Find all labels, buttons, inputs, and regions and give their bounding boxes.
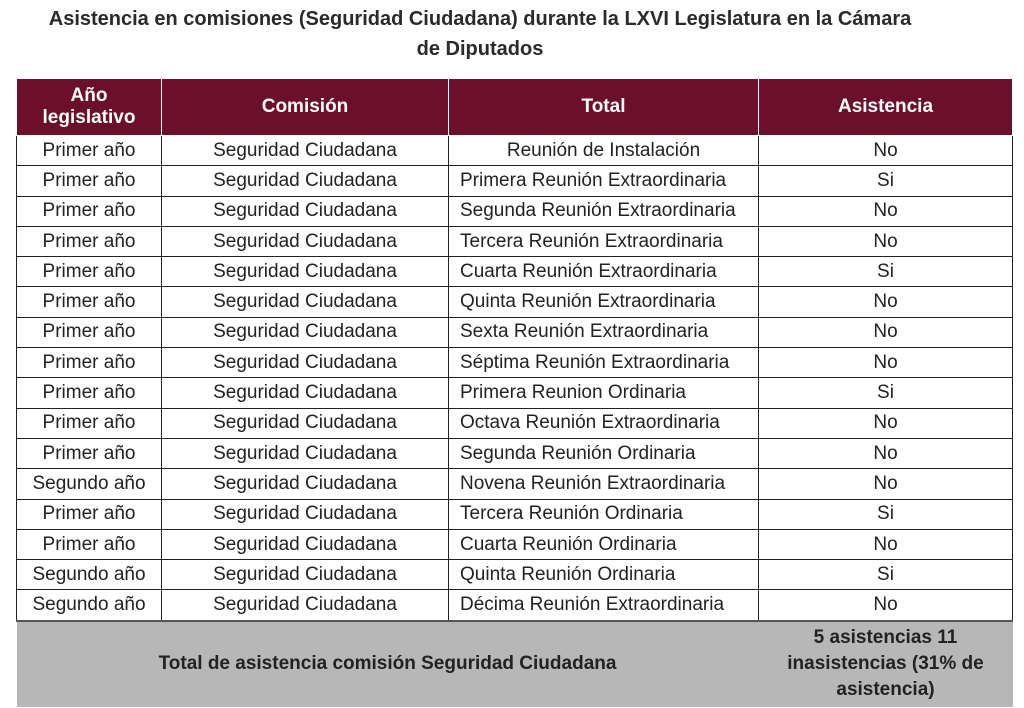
cell-commission: Seguridad Ciudadana bbox=[162, 469, 449, 499]
cell-year: Primer año bbox=[17, 287, 162, 317]
cell-meeting: Segunda Reunión Ordinaria bbox=[449, 438, 759, 468]
summary-value: 5 asistencias 11 inasistencias (31% de asistencia) bbox=[759, 621, 1013, 707]
cell-attendance: No bbox=[759, 196, 1013, 226]
cell-attendance: No bbox=[759, 590, 1013, 621]
cell-attendance: No bbox=[759, 136, 1013, 166]
cell-year: Segundo año bbox=[17, 590, 162, 621]
cell-meeting: Séptima Reunión Extraordinaria bbox=[449, 348, 759, 378]
cell-meeting: Quinta Reunión Ordinaria bbox=[449, 560, 759, 590]
table-row bbox=[17, 257, 1013, 287]
table-row bbox=[17, 226, 1013, 256]
cell-attendance: No bbox=[759, 529, 1013, 559]
attendance-table bbox=[16, 78, 1013, 707]
cell-commission: Seguridad Ciudadana bbox=[162, 348, 449, 378]
cell-commission: Seguridad Ciudadana bbox=[162, 529, 449, 559]
table-header bbox=[17, 79, 1013, 136]
cell-meeting: Primera Reunión Extraordinaria bbox=[449, 166, 759, 196]
cell-attendance: No bbox=[759, 317, 1013, 347]
cell-meeting: Primera Reunion Ordinaria bbox=[449, 378, 759, 408]
cell-year: Primer año bbox=[17, 378, 162, 408]
cell-attendance: No bbox=[759, 469, 1013, 499]
cell-meeting: Tercera Reunión Ordinaria bbox=[449, 499, 759, 529]
cell-meeting: Octava Reunión Extraordinaria bbox=[449, 408, 759, 438]
cell-year: Primer año bbox=[17, 529, 162, 559]
cell-commission: Seguridad Ciudadana bbox=[162, 378, 449, 408]
header-year-line2: legislativo bbox=[42, 107, 136, 128]
cell-attendance: No bbox=[759, 408, 1013, 438]
page-title bbox=[0, 4, 960, 64]
cell-meeting: Segunda Reunión Extraordinaria bbox=[449, 196, 759, 226]
cell-year: Primer año bbox=[17, 348, 162, 378]
cell-meeting: Sexta Reunión Extraordinaria bbox=[449, 317, 759, 347]
cell-year: Primer año bbox=[17, 317, 162, 347]
cell-year: Segundo año bbox=[17, 469, 162, 499]
cell-meeting: Reunión de Instalación bbox=[449, 136, 759, 166]
table-footer bbox=[17, 621, 1013, 707]
cell-meeting: Cuarta Reunión Extraordinaria bbox=[449, 257, 759, 287]
header-row bbox=[17, 79, 1013, 136]
cell-commission: Seguridad Ciudadana bbox=[162, 317, 449, 347]
cell-commission: Seguridad Ciudadana bbox=[162, 287, 449, 317]
cell-attendance: Si bbox=[759, 166, 1013, 196]
table-row bbox=[17, 499, 1013, 529]
cell-attendance: No bbox=[759, 226, 1013, 256]
cell-commission: Seguridad Ciudadana bbox=[162, 257, 449, 287]
cell-meeting: Décima Reunión Extraordinaria bbox=[449, 590, 759, 621]
table-row bbox=[17, 136, 1013, 166]
cell-meeting: Quinta Reunión Extraordinaria bbox=[449, 287, 759, 317]
cell-commission: Seguridad Ciudadana bbox=[162, 499, 449, 529]
table-row bbox=[17, 529, 1013, 559]
header-total: Total bbox=[449, 79, 759, 136]
table-row bbox=[17, 196, 1013, 226]
table-row bbox=[17, 438, 1013, 468]
cell-commission: Seguridad Ciudadana bbox=[162, 438, 449, 468]
cell-commission: Seguridad Ciudadana bbox=[162, 226, 449, 256]
cell-year: Primer año bbox=[17, 438, 162, 468]
table-row bbox=[17, 469, 1013, 499]
title-line-2: de Diputados bbox=[416, 38, 544, 60]
cell-year: Primer año bbox=[17, 196, 162, 226]
table-row bbox=[17, 560, 1013, 590]
cell-meeting: Novena Reunión Extraordinaria bbox=[449, 469, 759, 499]
table-row bbox=[17, 317, 1013, 347]
table-row bbox=[17, 378, 1013, 408]
table-body bbox=[17, 136, 1013, 621]
cell-year: Primer año bbox=[17, 226, 162, 256]
cell-year: Primer año bbox=[17, 136, 162, 166]
header-year bbox=[17, 79, 162, 136]
cell-attendance: No bbox=[759, 438, 1013, 468]
header-attendance: Asistencia bbox=[759, 79, 1013, 136]
summary-label: Total de asistencia comisión Seguridad Ciudadana bbox=[17, 621, 759, 707]
cell-year: Primer año bbox=[17, 166, 162, 196]
table-row bbox=[17, 590, 1013, 621]
cell-commission: Seguridad Ciudadana bbox=[162, 196, 449, 226]
cell-year: Segundo año bbox=[17, 560, 162, 590]
cell-commission: Seguridad Ciudadana bbox=[162, 408, 449, 438]
table-row bbox=[17, 287, 1013, 317]
cell-year: Primer año bbox=[17, 257, 162, 287]
table-row bbox=[17, 408, 1013, 438]
title-line-1: Asistencia en comisiones (Seguridad Ciudadana) durante la LXVI Legislatura en la Cámara bbox=[48, 8, 912, 30]
cell-year: Primer año bbox=[17, 499, 162, 529]
summary-row bbox=[17, 621, 1013, 707]
cell-attendance: Si bbox=[759, 560, 1013, 590]
cell-commission: Seguridad Ciudadana bbox=[162, 136, 449, 166]
cell-attendance: Si bbox=[759, 257, 1013, 287]
cell-attendance: Si bbox=[759, 378, 1013, 408]
cell-attendance: Si bbox=[759, 499, 1013, 529]
cell-meeting: Cuarta Reunión Ordinaria bbox=[449, 529, 759, 559]
cell-year: Primer año bbox=[17, 408, 162, 438]
header-commission: Comisión bbox=[162, 79, 449, 136]
cell-attendance: No bbox=[759, 348, 1013, 378]
cell-commission: Seguridad Ciudadana bbox=[162, 166, 449, 196]
header-year-line1: Año bbox=[70, 85, 108, 106]
table-row bbox=[17, 348, 1013, 378]
cell-attendance: No bbox=[759, 287, 1013, 317]
cell-commission: Seguridad Ciudadana bbox=[162, 590, 449, 621]
table-row bbox=[17, 166, 1013, 196]
cell-commission: Seguridad Ciudadana bbox=[162, 560, 449, 590]
cell-meeting: Tercera Reunión Extraordinaria bbox=[449, 226, 759, 256]
